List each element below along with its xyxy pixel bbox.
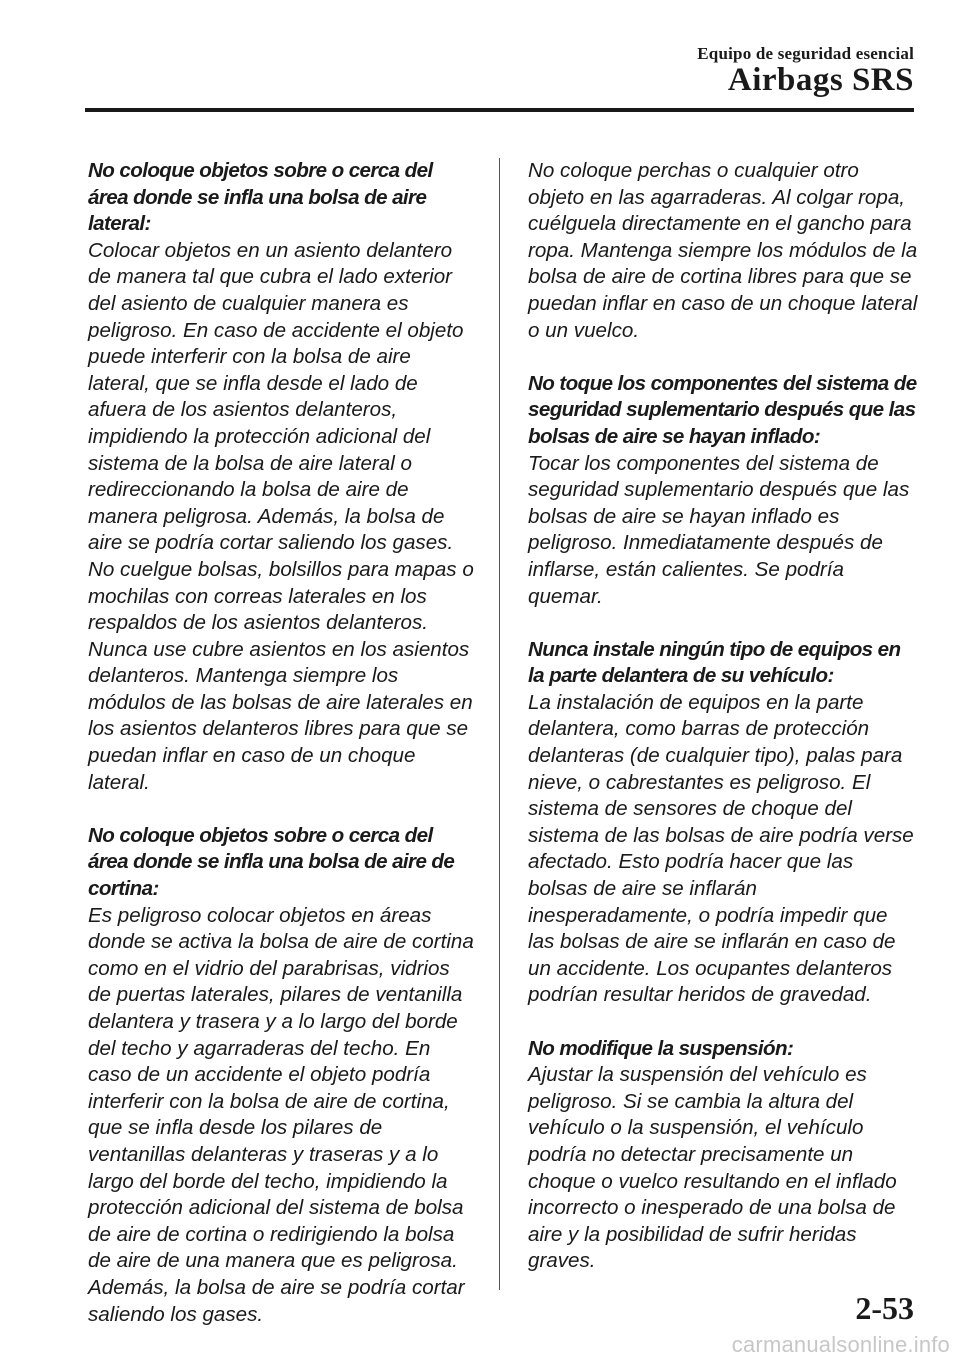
warning-heading: Nunca instale ningún tipo de equipos en la parte delantera de su vehículo: [528, 637, 901, 688]
warning-block [528, 371, 918, 610]
warning-block [528, 1036, 918, 1275]
page-title: Airbags SRS [727, 62, 914, 98]
warning-text: Es peligroso colocar objetos en áreas donde se activa la bolsa de aire de cortina como en el vidrio del parabrisas, vidrios de puertas laterales, pilares de ventanilla delantera y trasera y a lo largo del borde del techo y agarraderas del techo. En caso de un accidente el objeto podría interferir con la bolsa de aire de cortina, que se infla desde los pilares de ventanillas delanteras y traseras y a lo largo del borde del techo, impidiendo la protección adicional del sistema de bolsa de aire de cortina o redirigiendo la bolsa de aire de una manera que es peligrosa. Además, la bolsa de aire se podría cortar saliendo los gases. [88, 903, 474, 1326]
header-divider [85, 108, 914, 112]
warning-block [88, 823, 476, 1328]
warning-heading: No toque los componentes del sistema de seguridad suplementario después que las bolsas de aire se hayan inflado: [528, 371, 917, 448]
right-column [528, 158, 918, 1302]
section-label: Equipo de seguridad esencial [697, 44, 914, 63]
warning-text: La instalación de equipos en la parte delantera, como barras de protección delanteras (de cualquier tipo), palas para nieve, o cabrestantes es peligroso. El sistema de sensores de choque del sistema de las bolsas de aire podría verse afectado. Esto podría hacer que las bolsas de aire se inflarán inesperadamente, o podría impedir que las bolsas de aire se inflarán en caso de un accidente. Los ocupantes delanteros podrían resultar heridos de gravedad. [528, 690, 914, 1007]
page-number: 2-53 [855, 1290, 914, 1326]
warning-text: Tocar los componentes del sistema de seguridad suplementario después que las bolsas de aire se hayan inflado es peligroso. Inmediatamente después de inflarse, están calientes. Se podría quemar. [528, 451, 910, 608]
warning-heading: No coloque objetos sobre o cerca del área donde se infla una bolsa de aire de cortina: [88, 823, 455, 901]
left-column [88, 158, 476, 1355]
warning-block [88, 158, 476, 796]
warning-text: Ajustar la suspensión del vehículo es peligroso. Si se cambia la altura del vehículo o la suspensión, el vehículo podría no detectar precisamente un choque o vuelco resultando en el inflado incorrecto o inesperado de una bolsa de aire y la posibilidad de sufrir heridas graves. [528, 1063, 897, 1273]
warning-text: No coloque perchas o cualquier otro objeto en las agarraderas. Al colgar ropa, cuélguela directamente en el gancho para ropa. Mantenga siempre los módulos de la bolsa de aire de cortina libres para que se puedan inflar en caso de un choque lateral o un vuelco. [528, 159, 918, 342]
warning-block [528, 158, 918, 344]
warning-block [528, 637, 918, 1009]
warning-text: Colocar objetos en un asiento delantero de manera tal que cubra el lado exterior del asiento de cualquier manera es peligroso. En caso de accidente el objeto puede interferir con la bolsa de aire lateral, que se infla desde el lado de afuera de los asientos delanteros, impidiendo la protección adicional del sistema de la bolsa de aire lateral o redireccionando la bolsa de aire de manera peligrosa. Además, la bolsa de aire se podría cortar saliendo los gases. No cuelgue bolsas, bolsillos para mapas o mochilas con correas laterales en los respaldos de los asientos delanteros. Nunca use cubre asientos en los asientos delanteros. Mantenga siempre los módulos de las bolsas de aire laterales en los asientos delanteros libres para que se puedan inflar en caso de un choque lateral. [88, 238, 474, 794]
warning-heading: No modifique la suspensión: [528, 1036, 794, 1060]
warning-heading: No coloque objetos sobre o cerca del área donde se infla una bolsa de aire lateral: [88, 159, 433, 236]
column-divider [499, 158, 500, 1290]
watermark: carmanualsonline.info [731, 1332, 950, 1357]
